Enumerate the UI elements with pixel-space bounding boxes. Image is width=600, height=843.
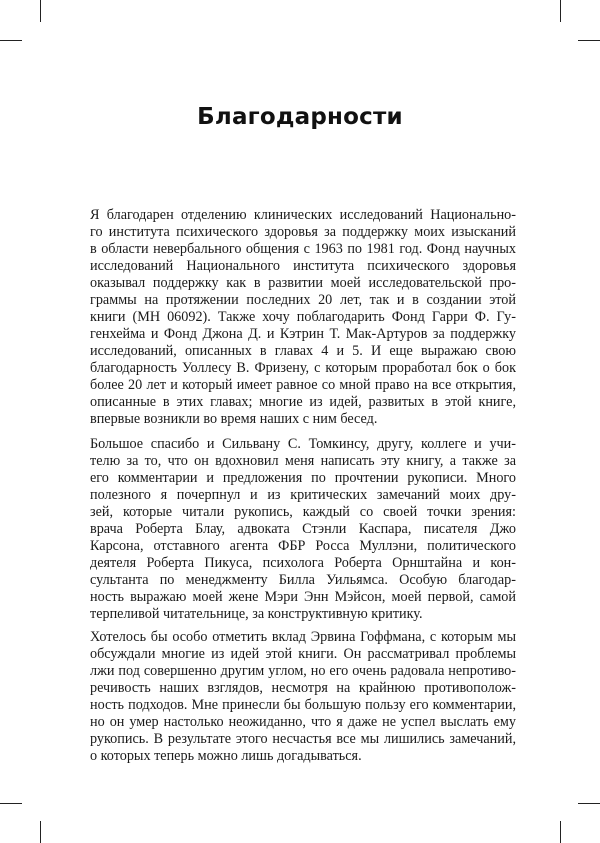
text-line: ность выражаю моей жене Мэри Энн Мэйсон, моей первой, самой <box>90 589 516 605</box>
text-line: го института психического здоровья за поддержку моих изысканий <box>90 224 516 240</box>
page-title: Благодарности <box>197 104 403 130</box>
paragraph-2 <box>90 436 516 623</box>
text-line: Я благодарен отделению клинических исследований Национально- <box>90 207 516 223</box>
crop-mark-bottom-right-vertical <box>560 821 561 843</box>
crop-mark-top-left-vertical <box>40 0 41 22</box>
text-line: о которых теперь можно лишь догадываться. <box>90 748 362 764</box>
text-line: сультанта по менеджменту Билла Уильямса. Особую благодар- <box>90 572 516 588</box>
text-line: оказывал поддержку как в развитии моей исследовательской про- <box>90 275 516 291</box>
text-line: ность подходов. Мне принесли бы большую пользу его комментарии, <box>90 697 516 713</box>
text-line: но он умер настолько неожиданно, что я даже не успел выслать ему <box>90 714 516 730</box>
text-line: Большое спасибо и Сильвану С. Томкинсу, другу, коллеге и учи- <box>90 436 516 452</box>
text-line: граммы на протяжении последних 20 лет, так и в создании этой <box>90 292 516 308</box>
text-line: книги (МН 06092). Также хочу поблагодарить Фонд Гарри Ф. Гу- <box>90 309 516 325</box>
text-line: обсуждали многие из идей этой книги. Он рассматривал проблемы <box>90 646 516 662</box>
text-line: его комментарии и предложения по прочтении рукописи. Много <box>90 470 516 486</box>
text-line: благодарность Уоллесу В. Фризену, с которым проработал бок о бок <box>90 360 516 376</box>
crop-mark-bottom-left-vertical <box>40 821 41 843</box>
text-line: Карсона, отставного агента ФБР Росса Муллэни, политического <box>90 538 516 554</box>
text-line: лжи под совершенно другим углом, но его очень радовала непротиво- <box>90 663 516 679</box>
text-line: деятеля Роберта Пикуса, психолога Роберта Орнштайна и кон- <box>90 555 516 571</box>
text-line: терпеливой читательнице, за конструктивную критику. <box>90 606 423 622</box>
text-line: более 20 лет и который имеет равное со мной право на все открытия, <box>90 377 516 393</box>
text-line: речивость наших взглядов, несмотря на крайнюю противополож- <box>90 680 516 696</box>
text-line: описанные в этих главах; многие из идей, развитых в этой книге, <box>90 394 516 410</box>
crop-mark-top-right-vertical <box>560 0 561 22</box>
text-line: телю за то, что он вдохновил меня написать эту книгу, а также за <box>90 453 516 469</box>
paragraph-1 <box>90 207 516 428</box>
text-line: врача Роберта Блау, адвоката Стэнли Каспара, писателя Джо <box>90 521 516 537</box>
text-line: в области невербального общения с 1963 по 1981 год. Фонд научных <box>90 241 516 257</box>
text-line: полезного я почерпнул и из критических замечаний моих дру- <box>90 487 516 503</box>
crop-mark-top-left-horizontal <box>0 40 22 41</box>
text-line: исследований Национального института психического здоровья <box>90 258 516 274</box>
text-line: Хотелось бы особо отметить вклад Эрвина Гоффмана, с которым мы <box>90 629 516 645</box>
text-line: зей, которые читали рукопись, каждый со своей точки зрения: <box>90 504 516 520</box>
crop-mark-bottom-left-horizontal <box>0 803 22 804</box>
paragraph-3 <box>90 629 516 765</box>
text-line: впервые возникли во время наших с ним бесед. <box>90 411 378 427</box>
text-line: исследований, описанных в главах 4 и 5. И еще выражаю свою <box>90 343 516 359</box>
crop-mark-bottom-right-horizontal <box>578 803 600 804</box>
text-line: рукопись. В результате этого несчастья все мы лишились замечаний, <box>90 731 516 747</box>
text-line: генхейма и Фонд Джона Д. и Кэтрин Т. Мак-Артуров за поддержку <box>90 326 516 342</box>
crop-mark-top-right-horizontal <box>578 40 600 41</box>
